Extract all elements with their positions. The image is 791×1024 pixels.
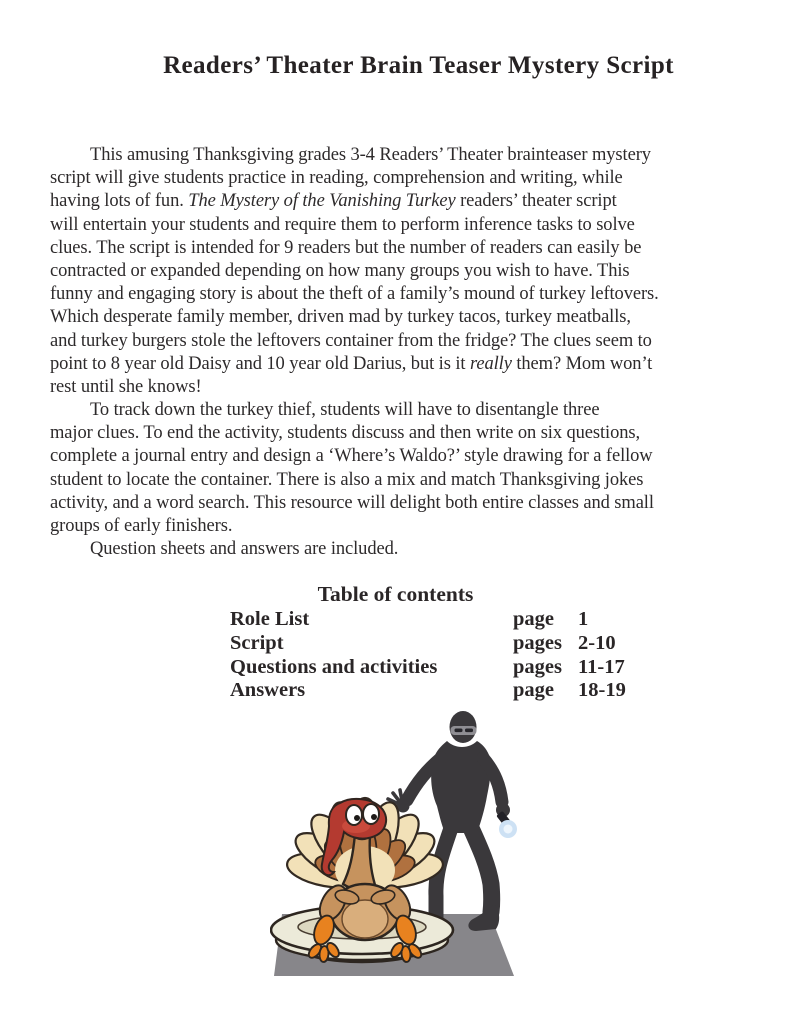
body-line: To track down the turkey thief, students will have to disentangle three (90, 400, 600, 421)
toc-page-numbers: 11-17 (578, 655, 625, 678)
body-line: groups of early finishers. (50, 516, 233, 536)
body-line: rest until she knows! (50, 376, 202, 397)
body-text-segment: point to 8 year old Daisy and 10 year old Darius, but is it (50, 353, 470, 374)
toc-item-label: Script (230, 631, 284, 654)
toc-row (230, 608, 626, 632)
body-line (50, 190, 756, 213)
body-line: activity, and a word search. This resource will delight both entire classes and small (50, 492, 654, 513)
toc-page-word: pages (513, 631, 562, 654)
toc-page-word: pages (513, 655, 562, 678)
toc-row (230, 656, 626, 680)
body-text-segment-italic: The Mystery of the Vanishing Turkey (188, 191, 456, 212)
toc-heading: Table of contents (317, 582, 474, 606)
toc-page-word: page (513, 608, 554, 630)
toc-row (230, 632, 626, 656)
body-line: student to locate the container. There is also a mix and match Thanksgiving jokes (50, 469, 644, 490)
body-line: and turkey burgers stole the leftovers container from the fridge? The clues seem to (50, 330, 652, 351)
mask-eye (455, 729, 463, 733)
mask-eye (465, 729, 473, 733)
toc-page-word: page (513, 679, 554, 702)
body-line: major clues. To end the activity, students discuss and then write on six questions, (50, 423, 641, 444)
toc-page-numbers: 1 (578, 608, 589, 630)
body-text-segment: them? Mom won’t (511, 353, 653, 374)
toc-page-numbers: 2-10 (578, 631, 616, 654)
body-text-segment: readers’ theater script (455, 191, 617, 212)
toc-item-label: Role List (230, 608, 310, 630)
turkey-thief-illustration (270, 700, 550, 1000)
body-line: This amusing Thanksgiving grades 3-4 Readers’ Theater brainteaser mystery (90, 145, 651, 165)
body-line: complete a journal entry and design a ‘Where’s Waldo?’ style drawing for a fellow (50, 446, 653, 467)
toc-item-label: Questions and activities (230, 655, 438, 678)
body-line: clues. The script is intended for 9 readers but the number of readers can easily be (50, 237, 642, 258)
body-line: script will give students practice in reading, comprehension and writing, while (50, 168, 623, 189)
toc-item-label: Answers (230, 679, 306, 702)
body-line: contracted or expanded depending on how many groups you wish to have. This (50, 260, 630, 281)
page-title: Readers’ Theater Brain Teaser Mystery Script (163, 52, 674, 79)
body-line (50, 353, 756, 376)
body-line: Question sheets and answers are included. (90, 539, 399, 560)
toc-page-numbers: 18-19 (578, 679, 626, 702)
body-line: Which desperate family member, driven mad by turkey tacos, turkey meatballs, (50, 307, 631, 328)
table-of-contents (230, 608, 626, 703)
body-line: will entertain your students and require them to perform inference tasks to solve (50, 214, 635, 235)
flashlight-glow-icon (499, 820, 517, 838)
body-text-segment-italic: really (469, 353, 512, 374)
turkey-belly (342, 900, 388, 938)
body-line: funny and engaging story is about the theft of a family’s mound of turkey leftovers. (50, 284, 659, 305)
description-text (50, 144, 756, 561)
body-text-segment: having lots of fun. (50, 191, 189, 212)
